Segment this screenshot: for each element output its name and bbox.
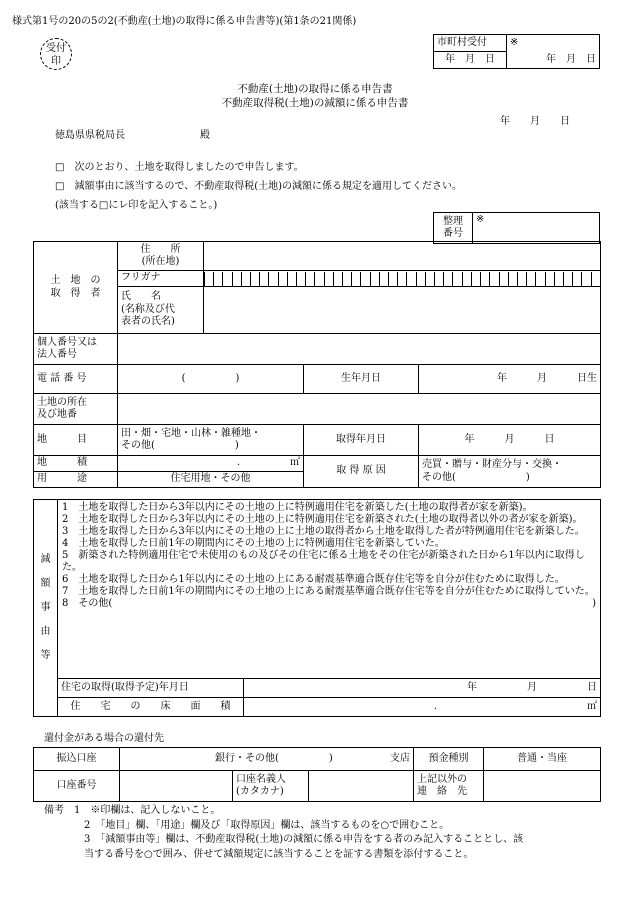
bank-other-option[interactable]: 銀行・その他( ) (215, 752, 333, 764)
addressee-suffix: 殿 (200, 130, 210, 141)
birthdate-field[interactable]: 年 月 日生 (419, 365, 601, 394)
reason-1[interactable]: 1 土地を取得した日から3年以内にその土地の上に特例適用住宅を新築した(土地の取得者が家を新築)。 (62, 502, 533, 513)
seiri-label: 整理 番号 (434, 213, 473, 244)
branch-label: 支店 (390, 752, 410, 764)
id-number-field[interactable] (118, 334, 601, 365)
contact-label: 上記以外の 連 絡 先 (414, 771, 484, 802)
id-number-label: 個人番号又は 法人番号 (34, 334, 118, 365)
account-number-label: 口座番号 (34, 771, 120, 802)
acquirer-label: 土 地 の 取 得 者 (34, 242, 118, 334)
deposit-type-options[interactable]: 普通・当座 (484, 748, 601, 771)
title-line-2: 不動産取得税(土地)の減額に係る申告書 (221, 97, 409, 109)
reason-7[interactable]: 7 土地を取得した日前1年の期間内にその土地の上にある耐震基準適合既存住宅等を自分が住むために取得していた。 (62, 586, 595, 597)
reduction-reasons (58, 500, 601, 679)
bank-table (33, 747, 601, 802)
seiri-mark: ※ (473, 213, 600, 244)
reason-8-close: ) (592, 598, 597, 609)
note-2: 2 「地目」欄、「用途」欄及び「取得原因」欄は、該当するものを○で囲むこと。 (44, 819, 450, 831)
reception-stamp (40, 38, 72, 70)
furigana-label: フリガナ (118, 271, 204, 287)
reduction-table (33, 499, 601, 717)
bank-name-field[interactable] (120, 748, 414, 771)
acquisition-date-field[interactable]: 年 月 日 (419, 425, 601, 456)
declaration-check-1[interactable]: □ 次のとおり、土地を取得しましたので申告します。 (55, 162, 304, 173)
main-form-table (33, 241, 601, 488)
contact-field[interactable] (484, 771, 601, 802)
notes (44, 804, 604, 862)
address-field[interactable] (204, 242, 601, 271)
house-date-field[interactable]: 年 月 日 (244, 679, 601, 698)
reason-6[interactable]: 6 土地を取得した日から1年以内にその土地の上にある耐震基準適合既存住宅等を自分が住むために取得した。 (62, 574, 565, 585)
name-label: 氏 名 (名称及び代 表者の氏名) (118, 287, 204, 334)
phone-field[interactable]: ( ) (118, 365, 304, 394)
city-receipt-mark: ※ (507, 35, 600, 52)
stamp-label-top: 受付 (46, 43, 66, 54)
land-location-label: 土地の所在 及び地番 (34, 394, 118, 425)
land-area-label: 地 積 (34, 456, 118, 472)
form-title (0, 82, 630, 110)
title-line-1: 不動産(土地)の取得に係る申告書 (237, 83, 393, 95)
name-field[interactable] (204, 287, 601, 334)
note-1: 備考 1 ※印欄は、記入しないこと。 (44, 805, 221, 816)
floor-area-label: 住 宅 の 床 面 積 (58, 698, 244, 717)
reason-4[interactable]: 4 土地を取得した日前1年の期間内にその土地の上に特例適用住宅を新築していた。 (62, 538, 445, 549)
land-area-field[interactable]: . ㎡ (118, 456, 304, 472)
addressee: 徳島県県税局長 (55, 130, 125, 141)
reduction-label-char: 額 (40, 578, 51, 589)
deposit-type-label: 預金種別 (414, 748, 484, 771)
city-receipt-label: 市町村受付 (434, 35, 507, 52)
reduction-label (34, 500, 58, 717)
house-date-label: 住宅の取得(取得予定)年月日 (58, 679, 244, 698)
check-instruction: (該当する□にレ印を記入すること。) (55, 200, 218, 211)
note-4: 当する番号を○で囲み、併せて減額規定に該当することを証する書類を添付すること。 (44, 848, 474, 860)
acquisition-cause-options[interactable]: 売買・贈与・財産分与・交換・ その他( ) (419, 456, 601, 488)
form-number: 様式第1号の20の5の2(不動産(土地)の取得に係る申告書等)(第1条の21関係) (12, 16, 357, 27)
stamp-label-bottom: 印 (51, 56, 61, 67)
account-number-field[interactable] (120, 771, 233, 802)
land-category-options[interactable]: 田・畑・宅地・山林・雑種地・ その他( ) (118, 425, 304, 456)
reduction-label-char: 等 (40, 650, 51, 661)
reduction-label-char: 由 (40, 626, 51, 637)
reduction-label-char: 事 (40, 602, 51, 613)
land-category-label: 地 目 (34, 425, 118, 456)
account-holder-label: 口座名義人 (カタカナ) (233, 771, 309, 802)
reason-3[interactable]: 3 土地を取得した日から3年以内にその土地の上に土地の取得者から土地を取得した者が特例適用住宅を新築した。 (62, 526, 585, 537)
acquisition-cause-label: 取 得 原 因 (304, 456, 419, 488)
transfer-account-label: 振込口座 (34, 748, 120, 771)
city-receipt-date2: 年 月 日 (507, 52, 600, 69)
furigana-grid (204, 272, 600, 286)
reduction-label-char: 減 (40, 554, 51, 565)
refund-heading: 還付金がある場合の還付先 (44, 733, 164, 744)
acquisition-date-label: 取得年月日 (304, 425, 419, 456)
city-receipt-box (433, 34, 600, 69)
land-location-field[interactable] (118, 394, 601, 425)
floor-area-field[interactable]: . ㎡ (244, 698, 601, 717)
seiri-box (433, 212, 600, 244)
land-use-label: 用 途 (34, 472, 118, 488)
reason-8[interactable]: 8 その他( (62, 598, 113, 609)
phone-label: 電 話 番 号 (34, 365, 118, 394)
reason-5[interactable]: 5 新築された特例適用住宅で未使用のもの及びその住宅に係る土地をその住宅が新築された日から1年以内に取得した。 (62, 550, 585, 573)
note-3: 3 「減額事由等」欄は、不動産取得税(土地)の減額に係る申告をする者のみ記入することとし、該 (44, 834, 524, 845)
address-label: 住 所 (所在地) (118, 242, 204, 271)
birthdate-label: 生年月日 (304, 365, 419, 394)
declaration-check-2[interactable]: □ 減額事由に該当するので、不動産取得税(土地)の減額に係る規定を適用してください。 (55, 181, 463, 192)
reason-8-row (62, 598, 596, 610)
filing-date: 年 月 日 (500, 116, 570, 127)
land-use-options[interactable]: 住宅用地・その他 (118, 472, 304, 488)
reason-2[interactable]: 2 土地を取得した日から3年以内にその土地の上に特例適用住宅を新築された(土地の取得者以外の者が家を新築)。 (62, 514, 583, 525)
account-holder-field[interactable] (309, 771, 414, 802)
city-receipt-date: 年 月 日 (434, 52, 507, 69)
furigana-field[interactable] (204, 271, 601, 287)
